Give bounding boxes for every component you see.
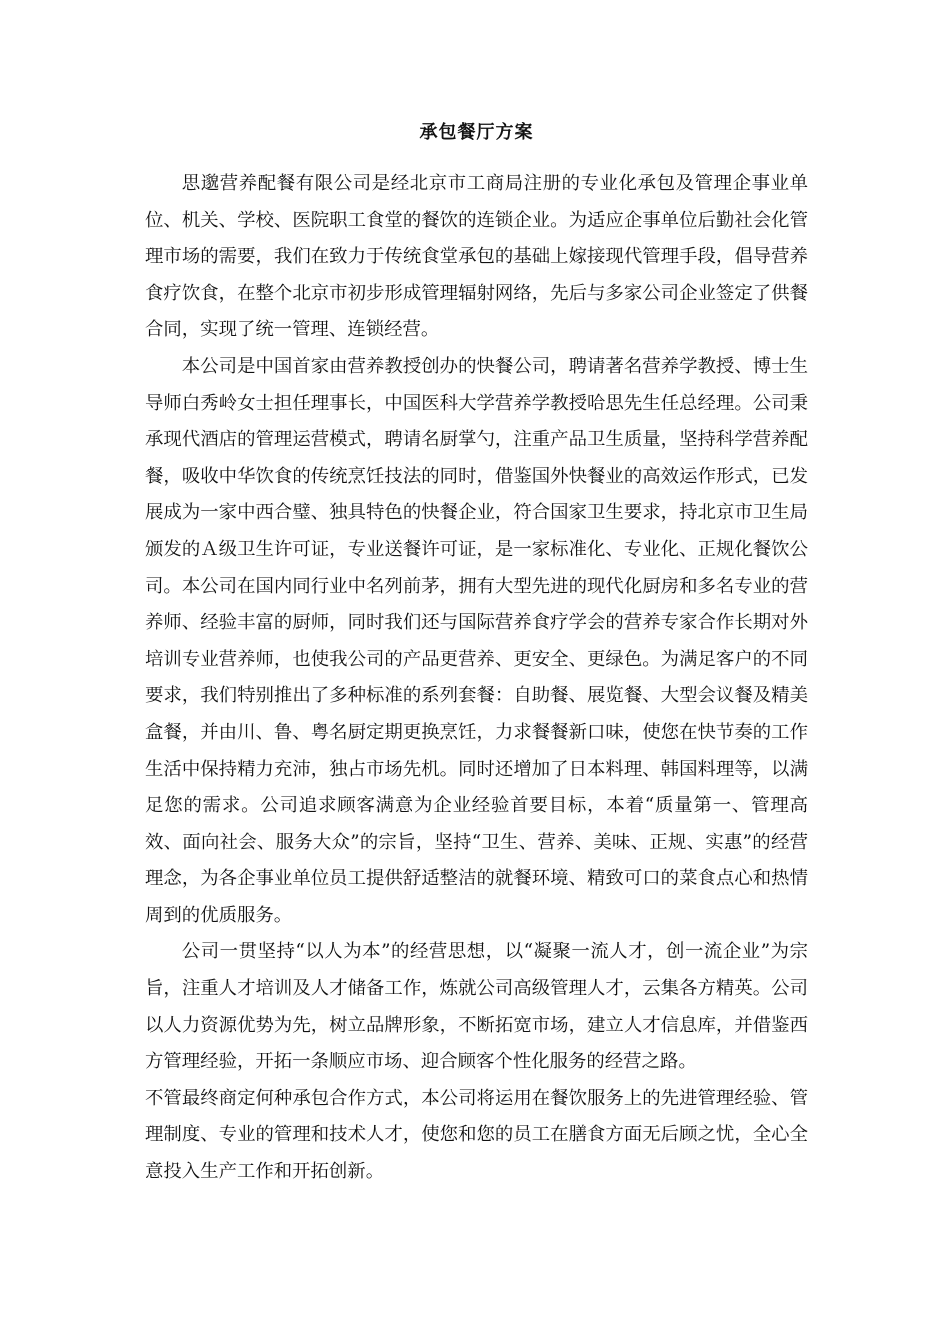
document-page xyxy=(145,118,808,1191)
paragraph-talent-philosophy: 公司一贯坚持“以人为本”的经营思想，以“凝聚一流人才，创一流企业”为宗旨，注重人才培训及人才储备工作，炼就公司高级管理人才，云集各方精英。公司以人力资源优势为先，树立品牌形象，不断拓宽市场，建立人才信息库，并借鉴西方管理经验，开拓一条顺应市场、迎合顾客个性化服务的经营之路。 xyxy=(145,941,808,1073)
document-title: 承包餐厅方案 xyxy=(419,122,534,143)
paragraph-company-profile: 本公司是中国首家由营养教授创办的快餐公司，聘请著名营养学教授、博士生导师白秀岭女士担任理事长，中国医科大学营养学教授哈思先生任总经理。公司秉承现代酒店的管理运营模式，聘请名厨掌勺，注重产品卫生质量，坚持科学营养配餐，吸收中华饮食的传统烹饪技法的同时，借鉴国外快餐业的高效运作形式，已发展成为一家中西合璧、独具特色的快餐企业，符合国家卫生要求，持北京市卫生局颁发的Ａ级卫生许可证，专业送餐许可证，是一家标准化、专业化、正规化餐饮公司。本公司在国内同行业中名列前茅，拥有大型先进的现代化厨房和多名专业的营养师、经验丰富的厨师，同时我们还与国际营养食疗学会的营养专家合作长期对外培训专业营养师，也使我公司的产品更营养、更安全、更绿色。为满足客户的不同要求，我们特别推出了多种标准的系列套餐：自助餐、展览餐、大型会议餐及精美盒餐，并由川、鲁、粤名厨定期更换烹饪，力求餐餐新口味，使您在快节奏的工作生活中保持精力充沛，独占市场先机。同时还增加了日本料理、韩国料理等，以满足您的需求。公司追求顾客满意为企业经验首要目标，本着“质量第一、管理高效、面向社会、服务大众”的宗旨，坚持“卫生、营养、美味、正规、实惠”的经营理念，为各企事业单位员工提供舒适整洁的就餐环境、精致可口的菜食点心和热情周到的优质服务。 xyxy=(145,355,808,926)
paragraph-company-intro: 思邈营养配餐有限公司是经北京市工商局注册的专业化承包及管理企事业单位、机关、学校、医院职工食堂的餐饮的连锁企业。为适应企事单位后勤社会化管理市场的需要，我们在致力于传统食堂承包的基础上嫁接现代管理手段，倡导营养食疗饮食，在整个北京市初步形成管理辐射网络，先后与多家公司企业签定了供餐合同，实现了统一管理、连锁经营。 xyxy=(145,173,808,341)
paragraph-commitment: 不管最终商定何种承包合作方式，本公司将运用在餐饮服务上的先进管理经验、管理制度、专业的管理和技术人才，使您和您的员工在膳食方面无后顾之忧，全心全意投入生产工作和开拓创新。 xyxy=(145,1087,808,1183)
